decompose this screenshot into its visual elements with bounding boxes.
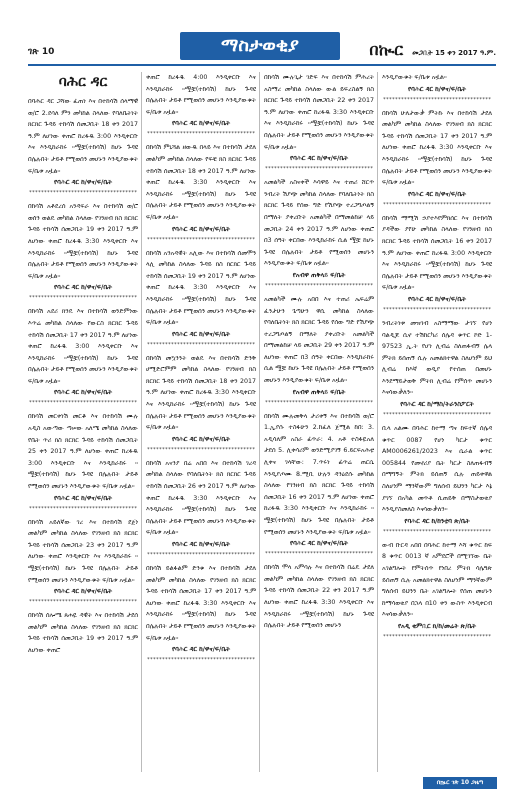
legal-notice <box>382 72 492 104</box>
asterisk-divider: ************************************ <box>382 96 492 103</box>
notice-issuer: የባሕር ዳር ከ/ዋና/ፍ/ቤት <box>290 540 348 548</box>
notice-issuer: የባሕር ዳር ከ/ዋና/ፍ/ቤት <box>54 494 112 502</box>
notice-issuer: የአብዋ ጠቅላይ ፍ/ቤት <box>292 271 346 279</box>
asterisk-divider: ************************************ <box>28 190 138 197</box>
column-1 <box>28 72 138 772</box>
legal-notice <box>382 108 492 209</box>
legal-notice <box>146 142 256 243</box>
notice-issuer: የባሕር ዳር ከ/ዋና/ፍ/ቤት <box>172 435 230 443</box>
legal-notice <box>382 540 492 641</box>
asterisk-divider: ************************************ <box>28 505 138 512</box>
notice-issuer: የባሕር ዳር ከ/ዋና/ፍ/ቤት <box>408 295 466 303</box>
legal-notice <box>264 177 374 290</box>
notice-issuer: የባሕር ዳር ከ/ዋና/ፍ/ቤት <box>54 588 112 596</box>
notice-issuer: የባሕር ዳር ከ/ዋና/ፍ/ቤት <box>172 330 230 338</box>
asterisk-divider: ************************************ <box>146 341 256 348</box>
legal-notice <box>382 213 492 314</box>
issue-date: መጋቢት 15 ቀን 2017 ዓ.ም. <box>412 49 496 57</box>
notice-issuer: የባሕር ዳር ከ/ዋና/ፍ/ቤት <box>408 85 466 93</box>
notice-issuer: የአዲ ቂምቢር ክ/ከ/መሬት ጽ/ቤት <box>397 622 477 630</box>
notice-body: በከሳሽ ሙሉጊታ ገድፍ እና በተከሳሽ ምሕረት አስማረ መካከል ስላለው ውል ይፍረስልኝ ክስ ክርክር ጉዳይ ተከሳሽ ሰመጋቢት 22 ቀን 2017 ዓ.ም ለሆነው ቀጠሮ ከረፋዱ 3:30 እንዲቀርቡ እና እንዲከራከሩ ፡፡ሟቿ(ተከሳሽ) ከሆኑ ጉዳዩ በሌሉበት ታይቶ የሚወሰን መሆኑን እንዲያውቁት ፍ/ቤቱ አዟል፡፡ <box>264 74 374 151</box>
legal-notice <box>382 423 492 536</box>
notice-issuer: የባሕር ዳር ከ/ዋና/ፍ/ቤት <box>408 190 466 198</box>
asterisk-divider: ************************************ <box>146 657 256 664</box>
asterisk-divider: ************************************ <box>264 166 374 173</box>
legal-notice <box>28 306 138 407</box>
asterisk-divider: ************************************ <box>264 551 374 558</box>
asterisk-divider: ************************************ <box>264 399 374 406</box>
header-rule <box>28 64 496 66</box>
notice-issuer: የባሕር ዳር ከ/ዋና/ፍ/ቤት <box>54 389 112 397</box>
legal-notice <box>264 411 374 559</box>
legal-notice <box>146 72 256 138</box>
notice-issuer: የባሕር ዳር ከ/ዋና/ፍ/ቤት <box>172 225 230 233</box>
notice-body: በከሳሽ ሞላ አምሳሉ እና በተከሳሽ በሬዴ ታደለ መልካም መካከል ስላለው የገንዘብ ክስ ክርክር ጉዳይ ተከሳሽ ሰመጋቢት 22 ቀን 2017 ዓ.ም ለሆነው ቀጠሮ ከረፋዱ 3:30 እንዲቀርቡ እና እንዲከራከሩ ፡፡ሟቿ(ተከሳሽ) ከሆኑ ጉዳዩ በሌሉበት ታይቶ የሚወሰን መሆኑን <box>264 564 374 630</box>
notice-body: በከሳሽ ሙሉመቅላ ታሪቀኝ እና በተከሳሽ ወ/ሮ 1.ኢያሱ ተስፋሁን 2.ከፈለ ጀሚል ከበ: 3. አዲሳለም አስራ ፊጥራ: 4. አቶ ተስፋዬአለ ታደሰ 5. ሊቀሳሪም ወንድሚያገኝ 6.ይርፍአሕቲ ሊቀና ገላቸው: 7.ጥሩነ ፊጥሬ ጠርሴ እንዲያጦሙ 8.ሚቢ ሁሉን ዳንዕደሱ መካከል ስላለው የገንዘብ ክስ ክርክር ጉዳይ ተከሳሽ ሰመጋቢት 16 ቀን 2017 ዓ.ም ለሆነው ቀጠሮ ከረፋዱ 3:30 እንዲቀርቡ እና እንዲከራከሩ ፡፡ሟቿ(ተከሳሽ) ከሆኑ ጉዳዩ በሌሉበት ታይቶ የሚወሰን መሆኑን እንዲያውቁት ፍ/ቤቱ አዟል፡፡ <box>264 412 374 536</box>
notice-body: ንብረትነቱ መዝገብ አስማማው ታገኘ የሆነ ባልዲጆ ሲኖ ተሽከርካሪ ሰሌዳ ቁጥር ኮድ 1-97523 ኢ.ት የሆነ ሊብሬ ስለጠፋብኝ ሌላ ምትክ ይሰጠኝ ሲሉ አመልክተዋል ስለሆነም ይህ ሊብሬ ከእኛ ወዲያ የተሰጠ በመሆኑ እንደማይታወቅ ምትክ ሊብሬ የምሰጥ መሆኑን እናሳውቃለን፡፡ <box>382 319 492 397</box>
column-divider <box>259 72 260 772</box>
legal-notice <box>28 517 138 607</box>
legal-notice <box>382 318 492 419</box>
asterisk-divider: ************************************ <box>264 282 374 289</box>
notice-body: በከሳሽ አናንያ በሬ አበበ እና በተከሳሽ ገረዳ መካከል ስላለው የባለቤትነት ክስ ክርክር ጉዳይ ተከሳሽ ሰመጋቢት 26 ቀን 2017 ዓ.ም ለሆነው ቀጠሮ ከረፋዱ 3:30 እንዲቀርቡ እና እንዲከራከሩ ፡፡ሟቿ(ተከሳሽ) ከሆኑ ጉዳዩ በሌሉበት ታይቶ የሚወሰን መሆኑን እንዲያውቁት ፍ/ቤቱ አዟል፡፡ <box>146 459 256 537</box>
notice-issuer: የባሕር ዳር ከ/ዋና/ፍ/ቤት <box>172 541 230 548</box>
legal-notice <box>264 72 374 173</box>
asterisk-divider: ************************************ <box>28 599 138 606</box>
legal-notice <box>146 248 256 349</box>
notice-body: በከሳሽ ሁለታውቃ ምትኩ እና በተከሳሽ ታደለ መልካም መካከል ስላለው የገንዘብ ክስ ክርክር ጉዳይ ተከሳሽ ሰመጋቢት 17 ቀን 2017 ዓ.ም ለሆነው ቀጠሮ ከረፋዱ 3:30 እንዲቀርቡ እና እንዲከራከሩ ፡፡ሟቿ(ተከሳሽ) ከሆኑ ጉዳዩ በሌሉበት ታይቶ የሚወሰን መሆኑን እንዲያውቁት ፍ/ቤቱ አዟል፡፡ <box>382 109 492 187</box>
notice-issuer: የባሕር ዳር ከ/ዋና/ፍ/ቤት <box>172 120 230 128</box>
page-footer: በኲር ገጽ 10 ጋዜጣ <box>423 777 497 789</box>
masthead <box>369 40 496 60</box>
notice-issuer: የባሕር ዳር ከ/ዋና/ፍ/ቤት <box>172 646 230 654</box>
column-divider <box>141 72 142 772</box>
notice-issuer: የባሕር ዳር ከ/ማስ/ትራንስፖርት <box>400 401 474 409</box>
asterisk-divider: ************************************ <box>28 400 138 407</box>
asterisk-divider: ************************************ <box>382 306 492 313</box>
legal-notice <box>146 458 256 559</box>
legal-notice <box>28 411 138 512</box>
legal-notice <box>28 610 138 656</box>
notice-body: እንዲያውቁት ፍ/ቤቱ አዟል፡፡ <box>382 74 447 81</box>
legal-notice <box>146 353 256 454</box>
asterisk-divider: ************************************ <box>146 552 256 558</box>
notice-body: በከሳሽ አደሪ ክንዴ እና በተከሳሽ ወንድምነው እጥሬ መካከል ስላለው የውርስ ክርክር ጉዳይ ተከሳሽ ሰመጋቢት 17 ቀን 2017 ዓ.ም ለሆነው ቀጠሮ ከረፋዱ 3:00 እንዲቀርቡ እና እንዲከራከሩ ፡፡ሟቿ(ተከሳሽ) ከሆኑ ጉዳዩ በሌሉበት ታይቶ የሚወሰን መሆኑን እንዲያውቁት ፍ/ቤቱ አዟል፡፡ <box>28 308 138 385</box>
legal-notice <box>264 294 374 407</box>
notice-body: ቢላ አልሙ በባሕር ከተማ ጣና ከፍተኛ ሰሌዳ ቁጥር 0087 የሆነ ካርታ ቁጥር AM0006261/2023 እና ሴራል ቁጥር 005844 የመኖሪያ ቤት ካርታ ስለጠፋብኝ በማግኝት ምትክ ይሰጠኝ ሲሉ ጠይቀዋል ስለሆነም ማንኛውም ግለሰብ ይህንን ካርታ እኔ ያገኘ በአካል መጥቶ ሲጠይቅ በማስታወቂያ እንዲያስመለስ እናሳውቃለን፡፡ <box>382 425 492 514</box>
notice-body: በከሳሽ አይለኛው ገረ እና በተከሳሽ ደጀነ መልካም መካከል ስላለው የገንዘብ ክስ ክርክር ጉዳይ ተከሳሽ ሰመጋቢት 23 ቀን 2017 ዓ.ም ለሆነው ቀጠሮ እንዲቀርቡ እና እንዲከራከሩ ፡፡ሟቿ(ተከሳሽ) ከሆኑ ጉዳዩ በሌሉበት ታይቶ የሚወሰን መሆኑን እንዲያውቁት ፍ/ቤቱ አዟል፡፡ <box>28 518 138 584</box>
asterisk-divider: ************************************ <box>28 295 138 302</box>
asterisk-divider: ************************************ <box>382 528 492 535</box>
notice-body: ውብ ቡርዳ አበበ በባሕር ከተማ እሻ ቁጥር ከፍ 8 ቁጥር 0013 ኛ አምደሮች በሚገኘው ቤት አገልግሎት የምትሰጥ የነበረ ምትክ ሳሌዓጽ ይሰጠኝ ሲሉ አመልክተዋል ስለሆነም ማንኛውም ግለሰብ ይህንን ቤት አገልግሎት የሰጠ መሆኑን ከማሳወቂያ በኋላ በ10 ቀን ውስጥ እንዲቀርብ እናሳውቃለን፡፡ <box>382 541 492 619</box>
asterisk-divider: ************************************ <box>146 131 256 138</box>
section-title-banner: ማስታወቂያ <box>180 32 340 60</box>
notice-issuer: የባሕር ዳር ከ/ዋና/ፍ/ቤት <box>290 155 348 163</box>
notice-issuer: የባሕር ዳር ከ/ዋና/ፍ/ቤት <box>54 284 112 292</box>
notice-body: ቀጠሮ ከረፋዱ 4:00 እንዲቀርቡ እና እንዲከራከሩ ፡፡ሟቿ(ተከሳሽ) ከሆኑ ጉዳዩ በሌሉበት ታይቶ የሚወሰን መሆኑን እንዲያውቁት ፍ/ቤቱ አዟል፡፡ <box>146 74 256 116</box>
notice-body: አመልካች አስናቀች እሳዋይ እና ተጠሪ ሸርጥ ንብረት ሽያጭ መካከል ስላለው የባለቤትነት ክስ ክርክር ጉዳይ የሰው ግድ የሽያጭ ተረጋግጦልኝ በማለት ያቀረቡት አመልካች በማመልከቻ ላይ መጋቢት 24 ቀን 2017 ዓ.ም ለሆነው ቀጠሮ በ3 ሰዓት ቀርበው እንዲከራከሩ ሲል ሟቿ ከሆኑ ጉዳዩ በሌሉበት ታይቶ የሚወሰን መሆኑን እንዲያውቁት ፍ/ቤቱ አዟል፡፡ <box>264 179 374 268</box>
notice-body: በከሳሽ አቶደረሰ አንዳፍራ እና በተከሳሽ ወ/ሮ ወሰን ወልዴ መካከል ስላለው የገንዘብ ክስ ክርክር ጉዳይ ተከሳሽ ሰመጋቢት 19 ቀን 2017 ዓ.ም ለሆነው ቀጠሮ ከረፋዱ 3:30 እንዲቀርቡ እና እንዲከራከሩ ፡፡ሟቿ(ተከሳሽ) ከሆኑ ጉዳዩ በሌሉበት ታይቶ የሚወሰን መሆኑን እንዲያውቁት ፍ/ቤቱ አዟል፡፡ <box>28 203 138 280</box>
asterisk-divider: ************************************ <box>382 412 492 419</box>
column-2 <box>146 72 256 772</box>
asterisk-divider: ************************************ <box>146 236 256 243</box>
location-heading: ባሕር ዳር <box>58 74 108 90</box>
notice-body: በከሳሽ አንአዳዊት አሊው እና በተከሳሽ ሰመሞን ላሊ መካከል ስላለው ጉዳይ ክስ ክርክር ጉዳይ ተከሳሽ ሰመጋቢት 19 ቀን 2017 ዓ.ም ለሆነው ቀጠሮ ከረፋዱ 3:30 እንዲቀርቡ እና እንዲከራከሩ ፡፡ሟቿ(ተከሳሽ) ከሆኑ ጉዳዩ በሌሉበት ታይቶ የሚወሰን መሆኑን እንዲያውቁት ፍ/ቤቱ አዟል፡፡ <box>146 249 256 327</box>
page-header <box>28 30 496 68</box>
notice-body: በከሳሽ መኳንንት ወልዴ እና በተከሳሽ ድንቅ ሀሚድሮምም መካከል ስላለው የገንዘብ ክስ ክርክር ጉዳይ ተከሳሽ ሰመጋቢት 18 ቀን 2017 ዓ.ም ለሆነው ቀጠሮ ከረፋዱ 3:30 እንዲቀርቡ እና እንዲከራከሩ ፡፡ሟቿ(ተከሳሽ) ከሆኑ ጉዳዩ በሌሉበት ታይቶ የሚወሰን መሆኑን እንዲያውቁት ፍ/ቤቱ አዟል፡፡ <box>146 354 256 432</box>
legal-notice <box>28 201 138 302</box>
asterisk-divider: ************************************ <box>382 201 492 208</box>
notice-body: በከሳሽ መርቀነሽ መርቆ እና በተከሳሽ ሙሉ አዲስ አውጣው ጣሠው አለሜ መካከል ስላለው የቤት ጥሪ ክስ ክርክር ጉዳይ ተከሳሽ ሰመጋቢት 25 ቀን 2017 ዓ.ም ለሆነው ቀጠሮ ከረፋዱ 3:00 እንዲቀርቡ እና እንዲከራከሩ ፡፡ሟቿ(ተከሳሽ) ከሆኑ ጉዳዩ በሌሉበት ታይቶ የሚወሰን መሆኑን እንዲያውቁት ፍ/ቤቱ አዟል፡፡ <box>28 413 138 491</box>
notice-issuer: የባሕር ዳር ከ/ዋና/ፍ/ቤት <box>54 179 112 187</box>
notice-issuer: የአብዋ ጠቅላይ ፍ/ቤት <box>292 388 346 396</box>
notice-body: በከሳሽ ማሚሽ ኃያተእየምክሰር እና በተከሳሽ ያዳችው ያየሁ መካከል ስላለው የገንዘብ ክስ ክርክር ጉዳይ ተከሳሽ ሰመጋቢት 16 ቀን 2017 ዓ.ም ለሆነው ቀጠሮ ከረፋዱ 3:00 እንዲቀርቡ እና እንዲከራከሩ ፡፡ሟቿ(ተከሳሽ) ከሆኑ ጉዳዩ በሌሉበት ታይቶ የሚወሰን መሆኑን እንዲያውቁት ፍ/ቤቱ አዟል፡፡ <box>382 214 492 292</box>
column-4 <box>382 72 492 772</box>
asterisk-divider: ************************************ <box>382 633 492 640</box>
legal-notice <box>264 562 374 632</box>
notice-issuer: የባሕር ዳር ከ/ከንቲባ ጽ/ቤት <box>404 517 470 525</box>
notice-body: በከሳሽ ይልፋልም ድንቁ እና በተከሳሽ ታደለ መልካም መካከል ስላለው የገንዘብ ክስ ክርክር ጉዳይ ተከሳሽ ሰመጋቢት 17 ቀን 2017 ዓ.ም ለሆነው ቀጠሮ ከረፋዱ 3:30 እንዲቀርቡ እና እንዲከራከሩ ፡፡ሟቿ(ተከሳሽ) ከሆኑ ጉዳዩ በሌሉበት ታይቶ የሚወሰን መሆኑን እንዲያውቁት ፍ/ቤቱ አዟል፡፡ <box>146 565 256 642</box>
paper-name: በኲር <box>369 40 404 59</box>
legal-notice <box>28 96 138 197</box>
column-divider <box>377 72 378 772</box>
asterisk-divider: ************************************ <box>146 446 256 453</box>
notice-body: በከሳሽ ምኒሻል ዘውዱ በላይ እና በተከሳሽ ታደለ መልካም መካከል ስላለው የፍቺ ክስ ክርክር ጉዳይ ተከሳሽ ሰመጋቢት 18 ቀን 2017 ዓ.ም ለሆነው ቀጠሮ ከረፋዱ 3:30 እንዲቀርቡ እና እንዲከራከሩ ፡፡ሟቿ(ተከሳሽ) ከሆኑ ጉዳዩ በሌሉበት ታይቶ የሚወሰን መሆኑን እንዲያውቁት ፍ/ቤቱ አዟል፡፡ <box>146 144 256 221</box>
notice-body: በከሳሽ ሰሎሜ ጸሐዬ ዳዊት እና በተከሳሽ ታደሰ መልካም መካከል ስላለው የገንዘብ ክስ ክርክር ጉዳይ ተከሳሽ ሰመጋቢት 19 ቀን 2017 ዓ.ም ለሆነው ቀጠሮ <box>28 612 138 654</box>
notice-body: አመልካች ሙሉ አበበ እና ተጠሪ ኤፍሬም ፈንታሁን ጌጣሁን ዋሲ መካከል ስላለው የባለቤትነት ክስ ክርክር ጉዳይ የሰው ግድ የሽያጭ ተረጋግጦልኝ በማለት ያቀረቡት አመልካች በማመልከቻ ላይ መጋቢት 29 ቀን 2017 ዓ.ም ለሆነው ቀጠሮ በ3 ሰዓት ቀርበው እንዲከራከሩ ሲል ሟቿ ከሆኑ ጉዳዩ በሌሉበት ታይቶ የሚወሰን መሆኑን እንዲያውቁት ፍ/ቤቱ አዟል፡፡ <box>264 295 374 385</box>
page-number: ገጽ 10 <box>28 47 55 57</box>
notice-body: በባሕር ዳር ጋሻው ፈጠነ እና በተከሳሽ ሰላማዊ ወ/ሮ 2.ደሳለ ምን መካከል ስላለው የባለቤትነት ክርክር ጉዳይ ተከሳሽ ሰመጋቢት 18 ቀን 2017 ዓ.ም ለሆነው ቀጠሮ ከረፋዱ 3:00 እንዲቀርቡ እና እንዲከራከሩ ፡፡ሟቿ(ተከሳሽ) ከሆኑ ጉዳዩ በሌሉበት ታይቶ የሚወሰን መሆኑን እንዲያውቁት ፍ/ቤቱ አዟል፡፡ <box>28 98 138 175</box>
legal-notice <box>146 563 256 664</box>
column-3 <box>264 72 374 772</box>
